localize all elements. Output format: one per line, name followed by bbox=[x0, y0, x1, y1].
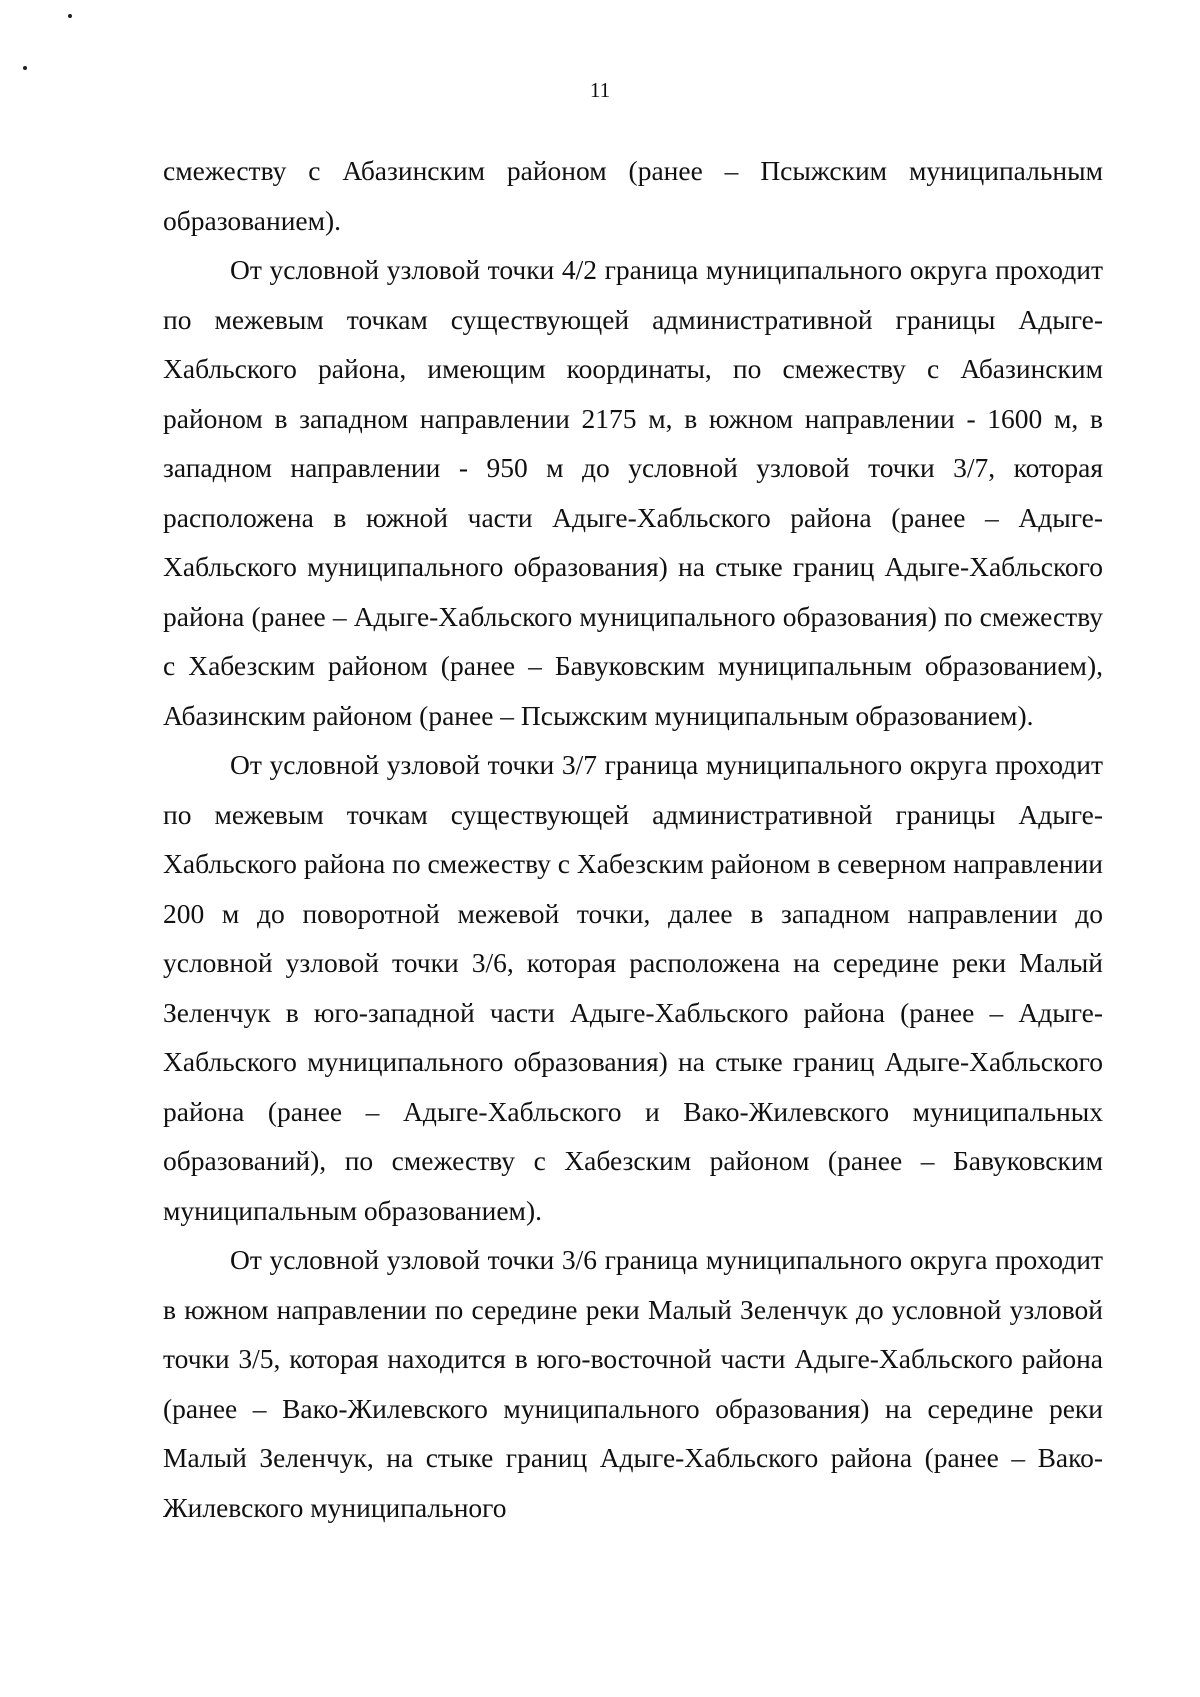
paragraph-continuation: смежеству с Абазинским районом (ранее – Псыжским муниципальным образованием). bbox=[163, 155, 1103, 236]
paragraph: От условной узловой точки 4/2 граница муниципального округа проходит по межевым точкам существующей административной границы Адыге-Хабльского района, имеющим координаты, по смежеству с Абазинским районом в западном направлении 2175 м, в южном направлении - 1600 м, в западном направлении - 950 м до условной узловой точки 3/7, которая расположена в южной части Адыге-Хабльского района (ранее – Адыге-Хабльского муниципального образования) на стыке границ Адыге-Хабльского района (ранее – Адыге-Хабльского муниципального образования) по смежеству с Хабезским районом (ранее – Бавуковским муниципальным образованием), Абазинским районом (ранее – Псыжским муниципальным образованием). bbox=[163, 254, 1103, 731]
paragraph: От условной узловой точки 3/6 граница муниципального округа проходит в южном направлении по середине реки Малый Зеленчук до условной узловой точки 3/5, которая находится в юго-восточной части Адыге-Хабльского района (ранее – Вако-Жилевского муниципального образования) на середине реки Малый Зеленчук, на стыке границ Адыге-Хабльского района (ранее – Вако-Жилевского муниципального bbox=[163, 1244, 1103, 1523]
paragraph: От условной узловой точки 3/7 граница муниципального округа проходит по межевым точкам существующей административной границы Адыге-Хабльского района по смежеству с Хабезским районом в северном направлении 200 м до поворотной межевой точки, далее в западном направлении до условной узловой точки 3/6, которая расположена на середине реки Малый Зеленчук в юго-западной части Адыге-Хабльского района (ранее – Адыге-Хабльского муниципального образования) на стыке границ Адыге-Хабльского района (ранее – Адыге-Хабльского и Вако-Жилевского муниципальных образований), по смежеству с Хабезским районом (ранее – Бавуковским муниципальным образованием). bbox=[163, 749, 1103, 1226]
page-number: 11 bbox=[589, 78, 611, 102]
scan-speck bbox=[68, 14, 72, 18]
scan-speck bbox=[23, 66, 27, 70]
document-body bbox=[163, 146, 1103, 1532]
